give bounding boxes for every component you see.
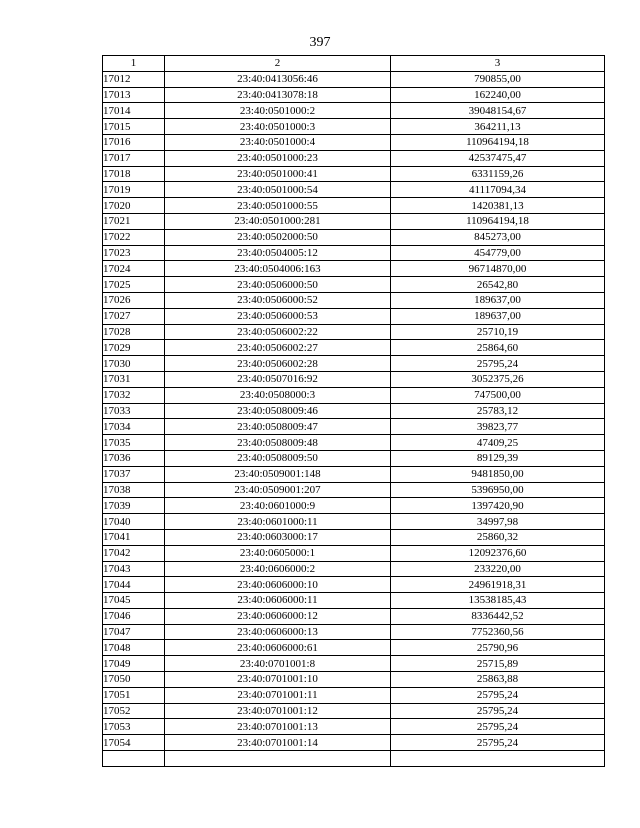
cadastral-number: 23:40:0606000:10	[165, 577, 391, 593]
row-number: 17013	[103, 87, 165, 103]
table-row	[103, 608, 605, 624]
cadastral-value: 454779,00	[391, 245, 605, 261]
table-row	[103, 403, 605, 419]
cadastral-number: 23:40:0701001:10	[165, 672, 391, 688]
table-row	[103, 198, 605, 214]
row-number: 17048	[103, 640, 165, 656]
table-header-row	[103, 56, 605, 72]
row-number: 17035	[103, 435, 165, 451]
cadastral-value: 7752360,56	[391, 624, 605, 640]
table-row	[103, 103, 605, 119]
cadastral-value: 25783,12	[391, 403, 605, 419]
row-number: 17016	[103, 134, 165, 150]
cadastral-value: 41117094,34	[391, 182, 605, 198]
cadastral-number: 23:40:0506000:53	[165, 308, 391, 324]
cadastral-value: 110964194,18	[391, 134, 605, 150]
row-number: 17018	[103, 166, 165, 182]
table-row	[103, 245, 605, 261]
cadastral-value: 13538185,43	[391, 593, 605, 609]
cadastral-value: 39048154,67	[391, 103, 605, 119]
cadastral-value: 8336442,52	[391, 608, 605, 624]
row-number: 17020	[103, 198, 165, 214]
cadastral-number: 23:40:0501000:41	[165, 166, 391, 182]
row-number: 17033	[103, 403, 165, 419]
cadastral-number: 23:40:0606000:13	[165, 624, 391, 640]
cadastral-number: 23:40:0506002:28	[165, 356, 391, 372]
row-number: 17049	[103, 656, 165, 672]
cadastral-number: 23:40:0508009:47	[165, 419, 391, 435]
cadastral-number: 23:40:0508009:46	[165, 403, 391, 419]
table-row	[103, 529, 605, 545]
table-row	[103, 213, 605, 229]
cadastral-number: 23:40:0701001:11	[165, 687, 391, 703]
cadastral-number: 23:40:0504006:163	[165, 261, 391, 277]
cadastral-value: 25860,32	[391, 529, 605, 545]
cadastral-number: 23:40:0501000:23	[165, 150, 391, 166]
cadastral-number: 23:40:0501000:4	[165, 134, 391, 150]
row-number: 17052	[103, 703, 165, 719]
row-number: 17044	[103, 577, 165, 593]
cadastral-value: 39823,77	[391, 419, 605, 435]
row-number: 17028	[103, 324, 165, 340]
table-row	[103, 719, 605, 735]
cadastral-value: 25795,24	[391, 703, 605, 719]
table-row	[103, 498, 605, 514]
row-number: 17046	[103, 608, 165, 624]
cadastral-number: 23:40:0501000:3	[165, 119, 391, 135]
table-row	[103, 687, 605, 703]
row-number: 17036	[103, 450, 165, 466]
cadastral-number: 23:40:0701001:13	[165, 719, 391, 735]
cadastral-value: 1397420,90	[391, 498, 605, 514]
table-row	[103, 150, 605, 166]
row-number: 17027	[103, 308, 165, 324]
empty-cell	[391, 751, 605, 767]
row-number: 17041	[103, 529, 165, 545]
cadastral-number: 23:40:0413078:18	[165, 87, 391, 103]
row-number: 17039	[103, 498, 165, 514]
table-row	[103, 261, 605, 277]
cadastral-number: 23:40:0506000:50	[165, 277, 391, 293]
row-number: 17031	[103, 371, 165, 387]
empty-cell	[165, 751, 391, 767]
cadastral-value: 25795,24	[391, 719, 605, 735]
cadastral-value: 25864,60	[391, 340, 605, 356]
column-header-2: 2	[165, 56, 391, 72]
row-number: 17051	[103, 687, 165, 703]
cadastral-value: 790855,00	[391, 71, 605, 87]
cadastral-value: 233220,00	[391, 561, 605, 577]
row-number: 17021	[103, 213, 165, 229]
table-row	[103, 435, 605, 451]
cadastral-value: 47409,25	[391, 435, 605, 451]
table-row	[103, 87, 605, 103]
cadastral-value: 1420381,13	[391, 198, 605, 214]
cadastral-value: 189637,00	[391, 308, 605, 324]
cadastral-value: 364211,13	[391, 119, 605, 135]
row-number: 17043	[103, 561, 165, 577]
cadastral-number: 23:40:0501000:2	[165, 103, 391, 119]
row-number: 17012	[103, 71, 165, 87]
cadastral-value-table	[102, 55, 605, 767]
table-row	[103, 656, 605, 672]
table-row	[103, 182, 605, 198]
column-header-1: 1	[103, 56, 165, 72]
row-number: 17042	[103, 545, 165, 561]
cadastral-value: 25795,24	[391, 687, 605, 703]
cadastral-number: 23:40:0601000:9	[165, 498, 391, 514]
cadastral-number: 23:40:0508009:50	[165, 450, 391, 466]
row-number: 17034	[103, 419, 165, 435]
cadastral-value: 3052375,26	[391, 371, 605, 387]
row-number: 17054	[103, 735, 165, 751]
row-number: 17014	[103, 103, 165, 119]
cadastral-number: 23:40:0507016:92	[165, 371, 391, 387]
cadastral-value: 34997,98	[391, 514, 605, 530]
cadastral-number: 23:40:0504005:12	[165, 245, 391, 261]
table-row	[103, 324, 605, 340]
table-row	[103, 593, 605, 609]
cadastral-number: 23:40:0506002:22	[165, 324, 391, 340]
cadastral-number: 23:40:0506002:27	[165, 340, 391, 356]
cadastral-number: 23:40:0603000:17	[165, 529, 391, 545]
row-number: 17047	[103, 624, 165, 640]
cadastral-value: 42537475,47	[391, 150, 605, 166]
table-row	[103, 229, 605, 245]
cadastral-value: 189637,00	[391, 292, 605, 308]
cadastral-value: 25790,96	[391, 640, 605, 656]
row-number: 17022	[103, 229, 165, 245]
row-number: 17026	[103, 292, 165, 308]
cadastral-value: 96714870,00	[391, 261, 605, 277]
table-row	[103, 577, 605, 593]
cadastral-number: 23:40:0501000:281	[165, 213, 391, 229]
column-header-3: 3	[391, 56, 605, 72]
table-row	[103, 119, 605, 135]
cadastral-number: 23:40:0501000:54	[165, 182, 391, 198]
row-number: 17045	[103, 593, 165, 609]
table-row	[103, 482, 605, 498]
table-row	[103, 419, 605, 435]
cadastral-value: 89129,39	[391, 450, 605, 466]
table-row	[103, 356, 605, 372]
cadastral-number: 23:40:0701001:8	[165, 656, 391, 672]
cadastral-value: 25795,24	[391, 735, 605, 751]
cadastral-number: 23:40:0606000:12	[165, 608, 391, 624]
cadastral-number: 23:40:0413056:46	[165, 71, 391, 87]
table-row	[103, 466, 605, 482]
cadastral-value: 25863,88	[391, 672, 605, 688]
table-row	[103, 340, 605, 356]
empty-cell	[103, 751, 165, 767]
table-row	[103, 387, 605, 403]
cadastral-number: 23:40:0508000:3	[165, 387, 391, 403]
table-row	[103, 371, 605, 387]
table-row	[103, 545, 605, 561]
cadastral-number: 23:40:0509001:207	[165, 482, 391, 498]
row-number: 17040	[103, 514, 165, 530]
table-row	[103, 308, 605, 324]
cadastral-value: 162240,00	[391, 87, 605, 103]
cadastral-number: 23:40:0701001:12	[165, 703, 391, 719]
cadastral-value: 25795,24	[391, 356, 605, 372]
cadastral-value: 25710,19	[391, 324, 605, 340]
cadastral-number: 23:40:0606000:11	[165, 593, 391, 609]
row-number: 17025	[103, 277, 165, 293]
table-row	[103, 292, 605, 308]
cadastral-number: 23:40:0501000:55	[165, 198, 391, 214]
row-number: 17030	[103, 356, 165, 372]
row-number: 17032	[103, 387, 165, 403]
row-number: 17038	[103, 482, 165, 498]
cadastral-number: 23:40:0606000:61	[165, 640, 391, 656]
cadastral-number: 23:40:0506000:52	[165, 292, 391, 308]
cadastral-number: 23:40:0601000:11	[165, 514, 391, 530]
cadastral-number: 23:40:0606000:2	[165, 561, 391, 577]
cadastral-value: 6331159,26	[391, 166, 605, 182]
cadastral-value: 747500,00	[391, 387, 605, 403]
row-number: 17053	[103, 719, 165, 735]
row-number: 17029	[103, 340, 165, 356]
cadastral-number: 23:40:0502000:50	[165, 229, 391, 245]
row-number: 17037	[103, 466, 165, 482]
cadastral-value: 110964194,18	[391, 213, 605, 229]
cadastral-number: 23:40:0508009:48	[165, 435, 391, 451]
table-row	[103, 450, 605, 466]
row-number: 17050	[103, 672, 165, 688]
row-number: 17024	[103, 261, 165, 277]
table-row	[103, 166, 605, 182]
table-body	[103, 71, 605, 766]
table-row	[103, 735, 605, 751]
table-row	[103, 624, 605, 640]
table-row	[103, 277, 605, 293]
table-row	[103, 672, 605, 688]
row-number: 17019	[103, 182, 165, 198]
table-row	[103, 134, 605, 150]
cadastral-value: 24961918,31	[391, 577, 605, 593]
cadastral-number: 23:40:0605000:1	[165, 545, 391, 561]
cadastral-number: 23:40:0701001:14	[165, 735, 391, 751]
table-row	[103, 703, 605, 719]
cadastral-value: 26542,80	[391, 277, 605, 293]
table-row	[103, 561, 605, 577]
table-row	[103, 640, 605, 656]
cadastral-value: 12092376,60	[391, 545, 605, 561]
table-row	[103, 514, 605, 530]
row-number: 17023	[103, 245, 165, 261]
cadastral-value: 5396950,00	[391, 482, 605, 498]
cadastral-value: 9481850,00	[391, 466, 605, 482]
table-row	[103, 71, 605, 87]
cadastral-value: 845273,00	[391, 229, 605, 245]
empty-table-row	[103, 751, 605, 767]
cadastral-value: 25715,89	[391, 656, 605, 672]
row-number: 17015	[103, 119, 165, 135]
cadastral-number: 23:40:0509001:148	[165, 466, 391, 482]
page-number: 397	[309, 35, 331, 50]
row-number: 17017	[103, 150, 165, 166]
